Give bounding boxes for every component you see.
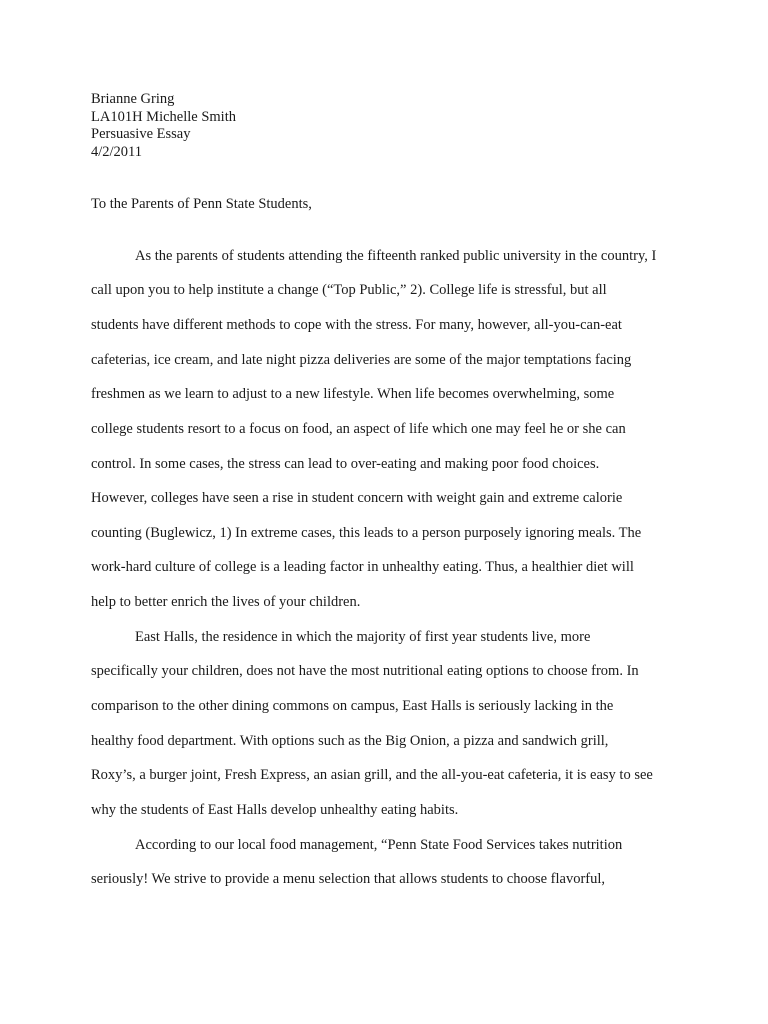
body-line: seriously! We strive to provide a menu selection that allows students to choose flavorful, — [91, 871, 606, 887]
body-line: As the parents of students attending the fifteenth ranked public university in the country, I — [135, 248, 657, 264]
author-name: Brianne Gring — [91, 91, 175, 107]
body-line: call upon you to help institute a change (“Top Public,” 2). College life is stressful, but all — [91, 282, 607, 298]
body-line: Roxy’s, a burger joint, Fresh Express, an asian grill, and the all-you-eat cafeteria, it is easy to see — [91, 767, 653, 783]
assignment-title: Persuasive Essay — [91, 126, 191, 142]
body-line: work-hard culture of college is a leading factor in unhealthy eating. Thus, a healthier diet will — [91, 559, 634, 575]
body-line: specifically your children, does not have the most nutritional eating options to choose from. In — [91, 663, 639, 679]
course-instructor: LA101H Michelle Smith — [91, 108, 236, 125]
body-line: comparison to the other dining commons on campus, East Halls is seriously lacking in the — [91, 698, 614, 714]
body-line: college students resort to a focus on food, an aspect of life which one may feel he or she can — [91, 421, 626, 437]
body-line: cafeterias, ice cream, and late night pizza deliveries are some of the major temptations facing — [91, 352, 632, 368]
body-line: According to our local food management, “Penn State Food Services takes nutrition — [135, 837, 623, 853]
document-date: 4/2/2011 — [91, 143, 143, 160]
body-line: However, colleges have seen a rise in student concern with weight gain and extreme calorie — [91, 490, 623, 506]
body-line: freshmen as we learn to adjust to a new lifestyle. When life becomes overwhelming, some — [91, 386, 615, 402]
salutation: To the Parents of Penn State Students, — [91, 196, 312, 212]
body-line: counting (Buglewicz, 1) In extreme cases, this leads to a person purposely ignoring meals. The — [91, 525, 642, 541]
body-line: why the students of East Halls develop unhealthy eating habits. — [91, 802, 459, 818]
body-line: healthy food department. With options such as the Big Onion, a pizza and sandwich grill, — [91, 733, 609, 749]
body-line: East Halls, the residence in which the majority of first year students live, more — [135, 629, 591, 645]
body-line: students have different methods to cope with the stress. For many, however, all-you-can-eat — [91, 317, 622, 333]
body-line: control. In some cases, the stress can lead to over-eating and making poor food choices. — [91, 456, 600, 472]
document-heading — [91, 91, 691, 161]
body-line: help to better enrich the lives of your children. — [91, 594, 361, 610]
